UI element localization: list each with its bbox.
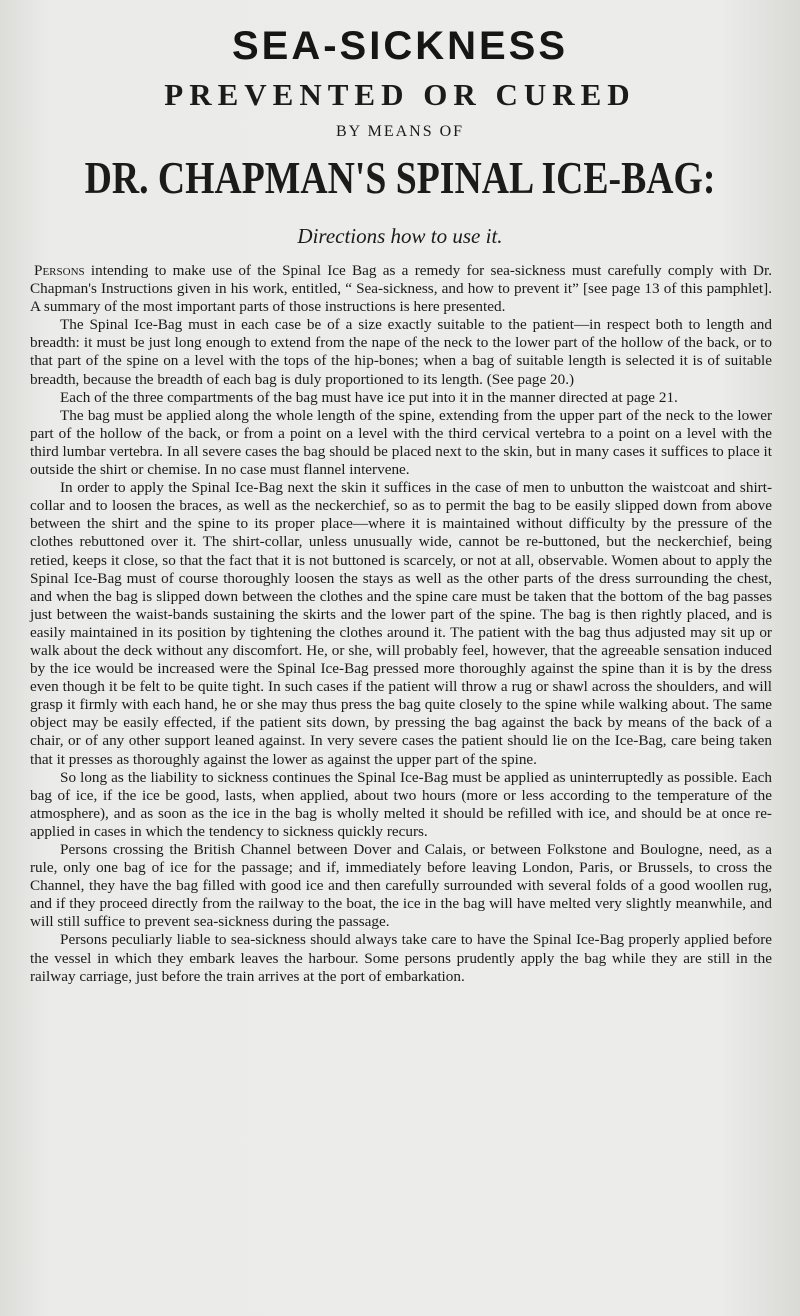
paragraph-8: Persons peculiarly liable to sea-sickness should always take care to have the Spinal Ice-Bag properly applied before the vessel in which they embark leaves the harbour. Some persons prudently apply the bag while they are still in the railway carriage, just before the train arrives at the port of embarkation. xyxy=(30,931,772,985)
title-spinal-ice-bag: DR. CHAPMAN'S SPINAL ICE-BAG: xyxy=(84,152,716,203)
paragraph-4: The bag must be applied along the whole length of the spine, extending from the upper part of the neck to the lower part of the hollow of the back, or from a point on a level with the third cervical vertebra to a point on a level with the third lumbar vertebra. In all severe cases the bag should be placed next to the skin, but in many cases it suffices to place it outside the shirt or chemise. In no case must flannel intervene. xyxy=(30,406,772,479)
paragraph-text: intending to make use of the Spinal Ice Bag as a remedy for sea-sickness must carefully comply with Dr. Chapman's Instructions given in his work, entitled, “ Sea-sickness, and how to prevent it” [see page 13 of this pamphlet]. A summary of the most important parts of those instructions is here presented. xyxy=(30,262,772,316)
paragraph-lead: Persons xyxy=(34,262,85,279)
paragraph-6: So long as the liability to sickness continues the Spinal Ice-Bag must be applied as uninterruptedly as possible. Each bag of ice, if the ice be good, lasts, when applied, about two hours (more or less according to the temperature of the atmosphere), and as soon as the ice in the bag is wholly melted it should be refilled with ice, and should be at once re-applied in cases in which the tendency to sickness quickly recurs. xyxy=(30,768,772,840)
paragraph-1 xyxy=(30,262,772,316)
paragraph-5: In order to apply the Spinal Ice-Bag next the skin it suffices in the case of men to unbutton the waistcoat and shirt-collar and to loosen the braces, as well as the neckerchief, so as to permit the bag to be easily slipped down from above between the shirt and the spine to its proper place—where it is maintained without difficulty by the pressure of the clothes rebuttoned over it. The shirt-collar, unless unusually wide, cannot be re-buttoned, but the neckerchief, being retied, keeps it close, so that the fact that it is not buttoned is scarcely, or not at all, observable. Women about to apply the Spinal Ice-Bag must of course thoroughly loosen the stays as well as the other parts of the dress surrounding the chest, and when the bag is slipped down between the clothes and the spine care must be taken that the bottom of the bag passes just between the waist-bands sustaining the skirts and the lower part of the spine. The bag is then rightly placed, and is easily maintained in its position by tightening the clothes around it. The patient with the bag thus adjusted may sit up or walk about the deck without any discomfort. He, or she, will probably feel, however, that the agreeable sensation induced by the ice would be increased were the Spinal Ice-Bag pressed more thoroughly against the spine than it is by the dress even though it be felt to be quite tight. In such cases if the patient will throw a rug or shawl across the shoulders, and will grasp it firmly with each hand, he or she may thus press the bag quite closely to the spine while walking about. The same object may be easily effected, if the patient sits down, by pressing the bag against the back by means of the back of a chair, or of any other support leaned against. In very severe cases the patient should lie on the Ice-Bag, care being taken that it presses as thoroughly against the lower as against the upper part of the spine. xyxy=(30,479,772,768)
paragraph-3: Each of the three compartments of the bag must have ice put into it in the manner directed at page 21. xyxy=(60,388,678,406)
paragraph-7: Persons crossing the British Channel between Dover and Calais, or between Folkstone and Boulogne, need, as a rule, only one bag of ice for the passage; and if, immediately before leaving London, Paris, or Brussels, to cross the Channel, they have the bag filled with good ice and then carefully surrounded with several folds of a good woollen rug, and if they proceed directly from the railway to the boat, the ice in the bag will have melted very slightly meanwhile, and will still suffice to prevent sea-sickness during the passage. xyxy=(30,841,772,931)
body-text xyxy=(30,262,772,986)
section-heading-directions: Directions how to use it. xyxy=(297,224,503,248)
title-sea-sickness: SEA-SICKNESS xyxy=(231,24,569,68)
subtitle-by-means-of: BY MEANS OF xyxy=(335,123,465,140)
paragraph-2: The Spinal Ice-Bag must in each case be of a size exactly suitable to the patient—in respect both to length and breadth: it must be just long enough to extend from the nape of the neck to the lower part of the hollow of the back, or to that part of the spine on a level with the tops of the hip-bones; when a bag of suitable length is selected it is of suitable breadth, because the breadth of each bag is duly proportioned to its length. (See page 20.) xyxy=(30,316,772,388)
subtitle-prevented-or-cured: PREVENTED OR CURED xyxy=(164,77,636,112)
